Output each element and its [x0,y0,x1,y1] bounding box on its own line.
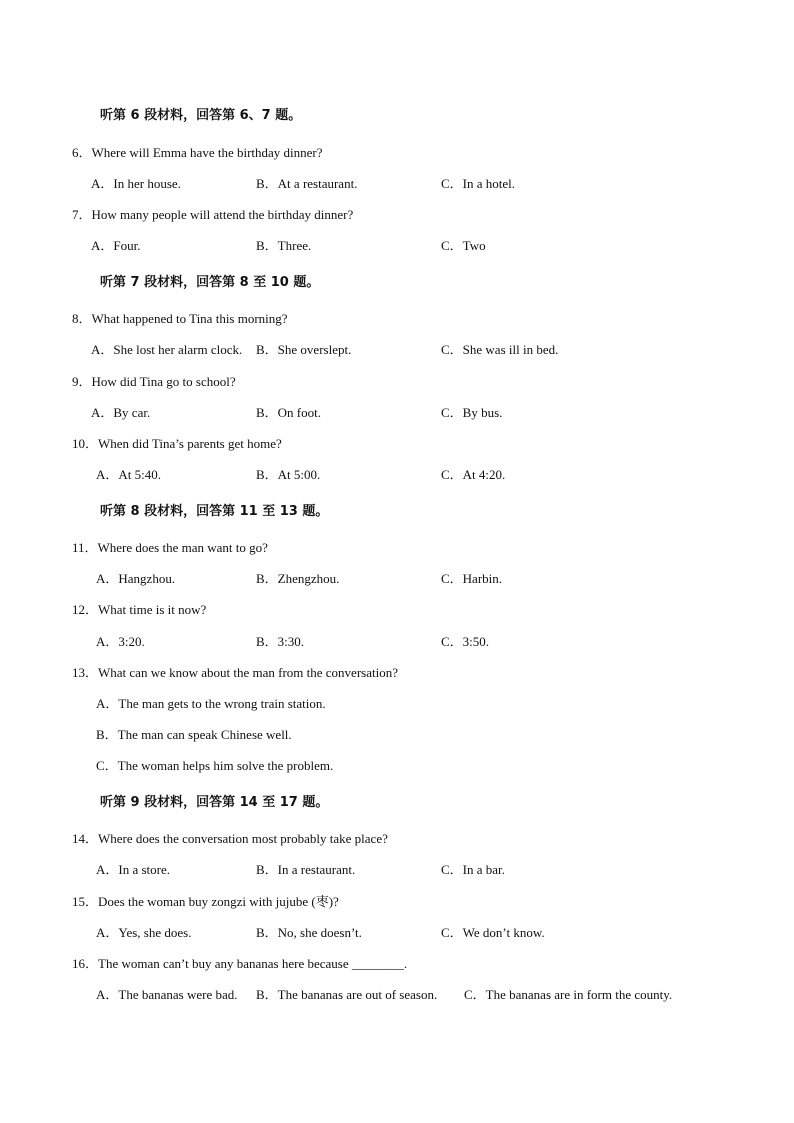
option-c: C．In a bar. [441,862,505,877]
option-b: B．3:30. [256,634,305,649]
option-a: A．Hangzhou. [96,571,176,586]
option-a: A．In a store. [96,862,171,877]
question-stem: 9．How did Tina go to school? [72,374,236,389]
question-stem: 13．What can we know about the man from the conversation? [72,665,398,680]
option-c: C．The woman helps him solve the problem. [96,758,334,773]
option-a: A．She lost her alarm clock. [91,342,243,357]
option-b: B．In a restaurant. [256,862,356,877]
option-c: C．Two [441,238,486,253]
option-a: A．Yes, she does. [96,925,192,940]
question-stem: 7．How many people will attend the birthday dinner? [72,207,354,222]
option-b: B．No, she doesn’t. [256,925,362,940]
option-c: C．3:50. [441,634,490,649]
question-stem: 11．Where does the man want to go? [72,540,268,555]
option-c: C．In a hotel. [441,176,516,191]
option-a: A．At 5:40. [96,467,162,482]
question-stem: 15．Does the woman buy zongzi with jujube (枣)? [72,894,339,909]
option-a: A．Four. [91,238,141,253]
option-c: C．At 4:20. [441,467,506,482]
section-heading: 听第 9 段材料，回答第 14 至 17 题。 [100,795,329,810]
option-b: B．At 5:00. [256,467,321,482]
option-a: A．3:20. [96,634,145,649]
option-c: C．Harbin. [441,571,503,586]
question-stem: 12．What time is it now? [72,602,207,617]
option-b: B．At a restaurant. [256,176,358,191]
option-a: A．The man gets to the wrong train station. [96,696,326,711]
option-c: C．By bus. [441,405,503,420]
question-stem: 10．When did Tina’s parents get home? [72,436,282,451]
section-heading: 听第 7 段材料，回答第 8 至 10 题。 [100,275,320,290]
question-stem: 14．Where does the conversation most probably take place? [72,831,388,846]
option-c: C．We don’t know. [441,925,545,940]
section-heading: 听第 8 段材料，回答第 11 至 13 题。 [100,504,329,519]
question-stem: 8．What happened to Tina this morning? [72,311,288,326]
option-a: A．The bananas were bad. [96,987,238,1002]
option-b: B．Three. [256,238,312,253]
option-b: B．On foot. [256,405,322,420]
option-a: A．In her house. [91,176,181,191]
option-c: C．She was ill in bed. [441,342,559,357]
option-b: B．Zhengzhou. [256,571,340,586]
option-c: C．The bananas are in form the county. [464,987,673,1002]
option-b: B．She overslept. [256,342,352,357]
option-a: A．By car. [91,405,151,420]
question-stem: 16．The woman can’t buy any bananas here because ________. [72,956,408,971]
option-b: B．The man can speak Chinese well. [96,727,292,742]
option-b: B．The bananas are out of season. [256,987,438,1002]
question-stem: 6．Where will Emma have the birthday dinner? [72,145,323,160]
section-heading: 听第 6 段材料，回答第 6、7 题。 [100,108,302,123]
